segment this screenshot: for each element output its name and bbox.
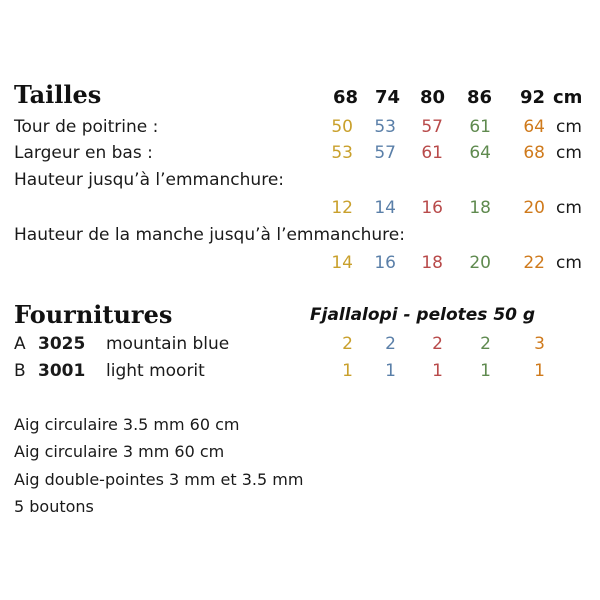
size-86: 86 [466, 87, 492, 108]
width-value-68: 53 [331, 143, 353, 163]
width-value-86: 64 [469, 143, 491, 163]
sizes-heading: Tailles [14, 80, 102, 109]
supply-code-a: 3025 [38, 334, 86, 354]
supply-a-qty-92: 3 [534, 334, 545, 354]
chest-value-68: 50 [331, 117, 353, 137]
armhole-value-74: 14 [374, 198, 396, 218]
measurement-label-armhole-height: Hauteur jusqu’à l’emmanchure: [14, 170, 285, 190]
supply-letter-b: B [14, 361, 26, 381]
yarn-title: Fjallalopi - pelotes 50 g [310, 305, 536, 325]
note-line: Aig circulaire 3.5 mm 60 cm [14, 415, 240, 434]
supply-letter-a: A [14, 334, 26, 354]
chest-value-74: 53 [374, 117, 396, 137]
supply-b-qty-92: 1 [534, 361, 545, 381]
sleeve-value-86: 20 [469, 253, 491, 273]
measurement-label-chest: Tour de poitrine : [14, 117, 159, 137]
chest-value-92: 64 [523, 117, 545, 137]
note-line: Aig double-pointes 3 mm et 3.5 mm [14, 470, 304, 489]
supply-code-b: 3001 [38, 361, 86, 381]
supply-name-b: light moorit [106, 361, 205, 381]
note-line: 5 boutons [14, 497, 94, 516]
armhole-value-92: 20 [523, 198, 545, 218]
width-value-74: 57 [374, 143, 396, 163]
size-92: 92 [519, 87, 545, 108]
armhole-unit: cm [556, 198, 582, 218]
supply-b-qty-68: 1 [342, 361, 353, 381]
chest-value-86: 61 [469, 117, 491, 137]
size-74: 74 [374, 87, 400, 108]
supply-b-qty-86: 1 [480, 361, 491, 381]
sleeve-unit: cm [556, 253, 582, 273]
width-unit: cm [556, 143, 582, 163]
sizes-unit: cm [553, 87, 583, 108]
size-68: 68 [332, 87, 358, 108]
chest-value-80: 57 [421, 117, 443, 137]
measurement-label-bottom-width: Largeur en bas : [14, 143, 153, 163]
armhole-value-68: 12 [331, 198, 353, 218]
supply-name-a: mountain blue [106, 334, 230, 354]
sleeve-value-74: 16 [374, 253, 396, 273]
chest-unit: cm [556, 117, 582, 137]
note-line: Aig circulaire 3 mm 60 cm [14, 442, 225, 461]
armhole-value-80: 16 [421, 198, 443, 218]
supply-a-qty-68: 2 [342, 334, 353, 354]
armhole-value-86: 18 [469, 198, 491, 218]
supply-a-qty-80: 2 [432, 334, 443, 354]
measurement-label-sleeve-height: Hauteur de la manche jusqu’à l’emmanchure: [14, 225, 405, 245]
supplies-heading: Fournitures [14, 300, 173, 329]
supply-a-qty-74: 2 [385, 334, 396, 354]
sleeve-value-80: 18 [421, 253, 443, 273]
sleeve-value-68: 14 [331, 253, 353, 273]
sleeve-value-92: 22 [523, 253, 545, 273]
supply-b-qty-80: 1 [432, 361, 443, 381]
size-80: 80 [419, 87, 445, 108]
supply-a-qty-86: 2 [480, 334, 491, 354]
width-value-92: 68 [523, 143, 545, 163]
supply-b-qty-74: 1 [385, 361, 396, 381]
width-value-80: 61 [421, 143, 443, 163]
